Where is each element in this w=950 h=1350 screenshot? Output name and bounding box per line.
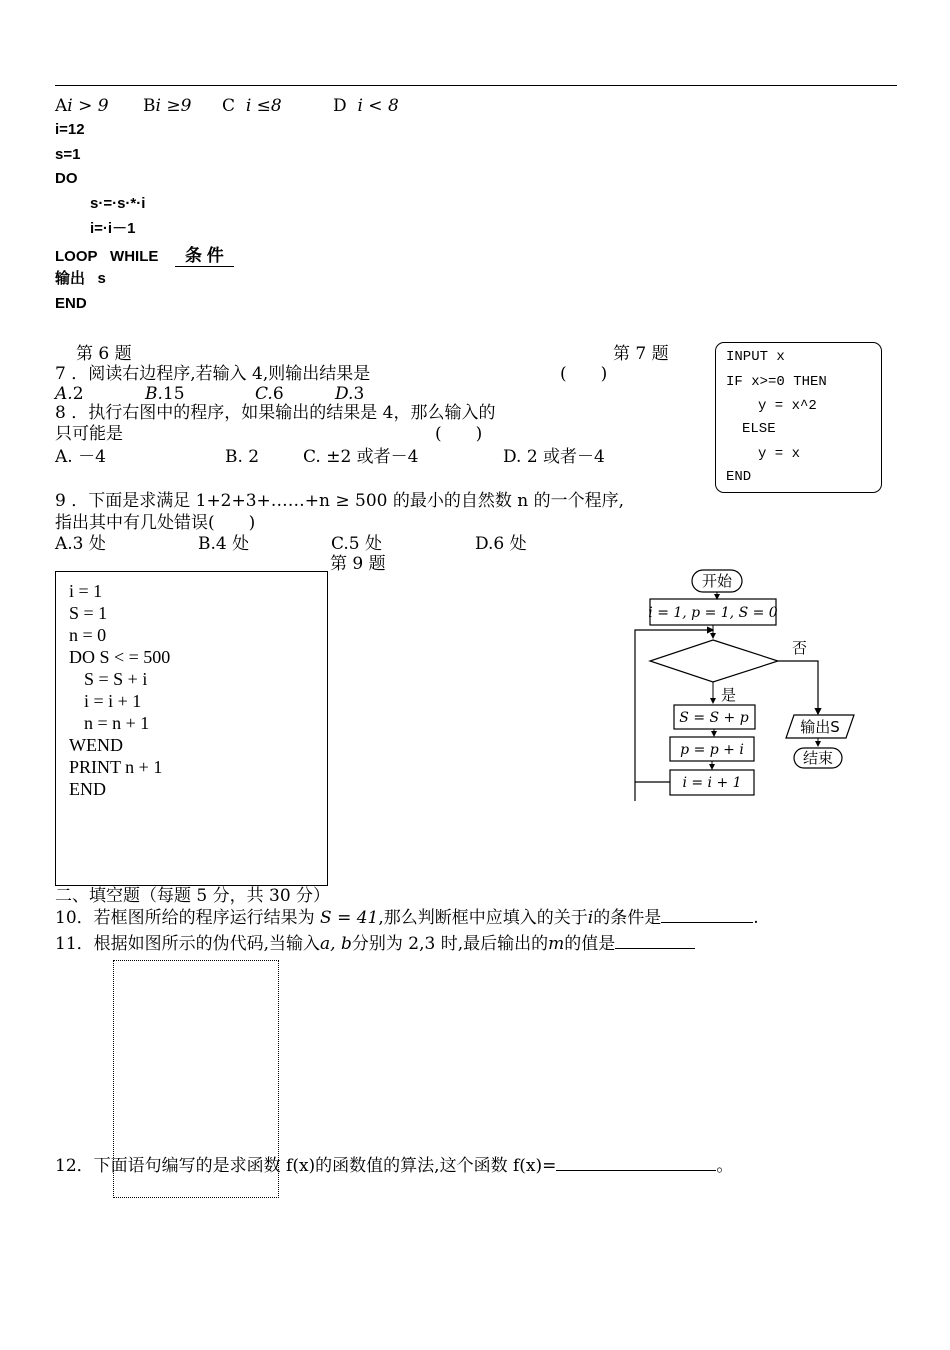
prog9-line3: n = 0 xyxy=(69,625,107,645)
prog9-line4: DO S < = 500 xyxy=(69,647,171,667)
q8-option-c: C. ±2 或者－4 xyxy=(303,447,419,467)
q8-option-a: A. －4 xyxy=(55,447,106,467)
prog7-line4: ELSE xyxy=(742,421,776,437)
prog6-line1: i=12 xyxy=(55,121,85,138)
q7-option-b: B.15 xyxy=(145,384,185,404)
q7-option-d: D.3 xyxy=(335,384,365,404)
prog6-line4: s·=·s·*·i xyxy=(90,195,146,212)
q8-option-d: D. 2 或者－4 xyxy=(503,447,605,467)
prog7-line1: INPUT x xyxy=(726,349,785,365)
q8-option-b: B. 2 xyxy=(225,447,260,467)
q8-text: 8 ．执行右图中的程序，如果输出的结果是 4，那么输入的 xyxy=(55,403,496,423)
flow-start-text: 开始 xyxy=(701,572,733,590)
q9-option-a: A.3 处 xyxy=(55,534,106,554)
q5-option-b: Bi ≥9 xyxy=(143,96,192,116)
prog6-line8: END xyxy=(55,295,87,312)
prog9-line8: WEND xyxy=(69,735,123,755)
q8-paren: ( ) xyxy=(435,424,483,444)
fig6-label: 第 6 题 xyxy=(76,344,132,364)
q9-option-c: C.5 处 xyxy=(331,534,383,554)
prog6-line7: 输出 s xyxy=(55,270,106,287)
prog7-line2: IF x>=0 THEN xyxy=(726,374,827,390)
section2-heading: 二、填空题（每题 5 分，共 30 分） xyxy=(55,886,331,906)
flow-decision xyxy=(650,640,778,682)
prog9-line9: PRINT n + 1 xyxy=(69,757,163,777)
q7-paren: ( ) xyxy=(560,364,608,384)
flow-yes-label: 是 xyxy=(721,686,737,704)
prog9-line10: END xyxy=(69,779,106,799)
prog9-line6: i = i + 1 xyxy=(84,691,142,711)
q12: 12．下面语句编写的是求函数 f(x)的函数值的算法,这个函数 f(x)= 。 xyxy=(55,1156,734,1176)
q9-text2: 指出其中有几处错误( ) xyxy=(55,513,256,533)
flow-end-text: 结束 xyxy=(802,749,834,767)
prog6-line5: i=·i－1 xyxy=(90,220,136,237)
fig7-label: 第 7 题 xyxy=(613,344,669,364)
flow-no-label: 否 xyxy=(792,639,808,657)
q5-option-a: Ai > 9 xyxy=(55,96,109,116)
prog7-line5: y = x xyxy=(758,446,801,462)
q5-option-d: D i < 8 xyxy=(333,96,399,116)
prog7-line3: y = x^2 xyxy=(758,398,817,414)
flow-step3-text: i = i + 1 xyxy=(682,775,742,791)
flow-step1-text: S = S + p xyxy=(679,710,749,726)
q8-text2: 只可能是 xyxy=(55,424,123,444)
q7-text: 7 ．阅读右边程序,若输入 4,则输出结果是 xyxy=(55,364,371,384)
fig9-label: 第 9 题 xyxy=(330,554,386,574)
q12-blank xyxy=(556,1170,716,1171)
q11: 11．根据如图所示的伪代码,当输入a, b分别为 2,3 时,最后输出的m的值是 xyxy=(55,934,695,955)
q7-option-a: A.2 xyxy=(55,384,84,404)
q11-blank xyxy=(615,948,695,949)
prog9-line5: S = S + i xyxy=(84,669,148,689)
flow-step2-text: p = p + i xyxy=(680,742,744,758)
prog9-line1: i = 1 xyxy=(69,581,103,601)
header-rule xyxy=(55,85,897,86)
prog9-line2: S = 1 xyxy=(69,603,108,623)
q10-blank xyxy=(661,922,753,923)
q5-option-c: C i ≤8 xyxy=(222,96,282,116)
flow-output-text: 输出S xyxy=(800,718,840,736)
prog6-line3: DO xyxy=(55,170,78,187)
q9-option-b: B.4 处 xyxy=(198,534,250,554)
q9-option-d: D.6 处 xyxy=(475,534,527,554)
prog7-line6: END xyxy=(726,469,752,485)
prog6-line6: LOOP WHILE 条 件 xyxy=(55,245,234,267)
flow-init-text: i = 1, p = 1, S = 0 xyxy=(648,605,778,621)
q10: 10．若框图所给的程序运行结果为 S = 41,那么判断框中应填入的关于i的条件是 . xyxy=(55,908,759,928)
flowchart xyxy=(620,560,870,810)
prog6-line2: s=1 xyxy=(55,146,81,163)
q7-option-c: C.6 xyxy=(255,384,284,404)
q9-text: 9 ．下面是求满足 1+2+3+……+n ≥ 500 的最小的自然数 n 的一个程序, xyxy=(55,491,625,511)
prog9-line7: n = n + 1 xyxy=(84,713,150,733)
